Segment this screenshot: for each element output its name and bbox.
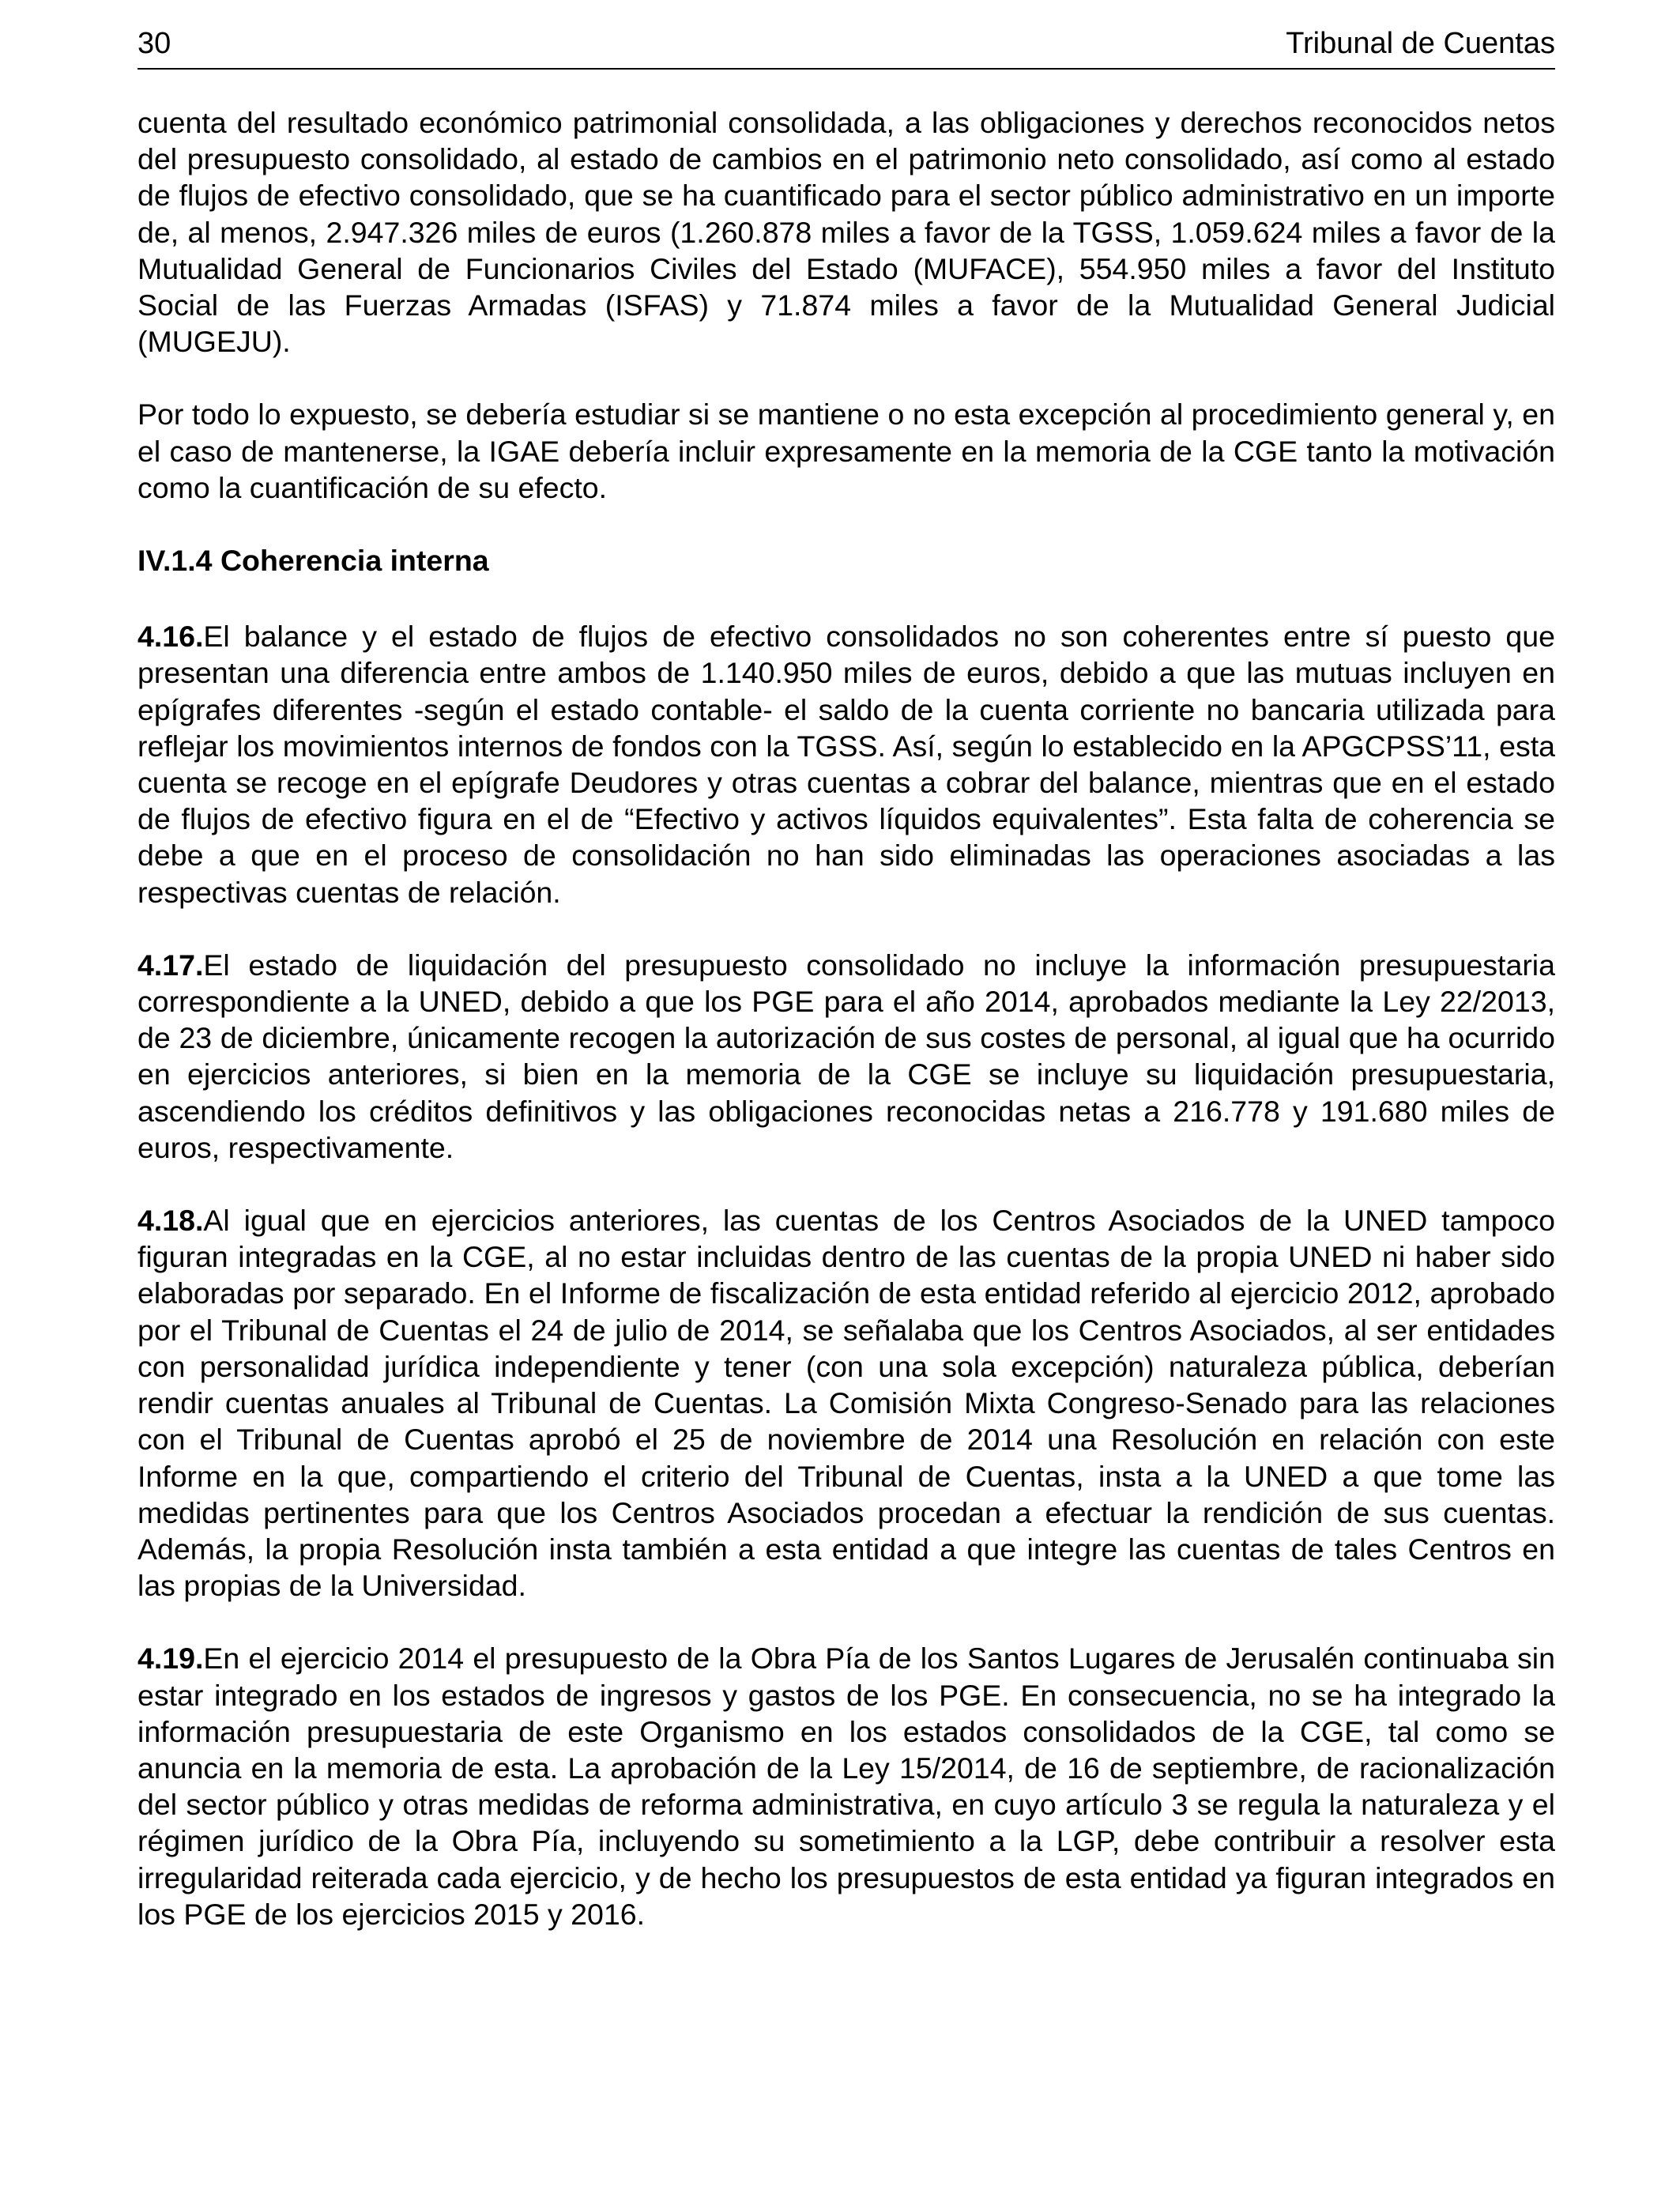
paragraph-4-17 (137, 947, 1555, 1166)
page-number: 30 (137, 27, 171, 60)
header-title: Tribunal de Cuentas (1286, 27, 1555, 60)
paragraph-number: 4.17. (137, 948, 204, 982)
section-heading: IV.1.4 Coherencia interna (137, 544, 489, 578)
page-content (137, 104, 1555, 1932)
paragraph-text: El balance y el estado de flujos de efectivo consolidados no son coherentes entre sí puesto que presentan una diferencia entre ambos de 1.140.950 miles de euros, debido a que las mutuas incluyen en epígrafes diferentes -según el estado contable- el saldo de la cuenta corriente no bancaria utilizada para reflejar los movimientos internos de fondos con la TGSS. Así, según lo establecido en la APGCPSS’11, esta cuenta se recoge en el epígrafe Deudores y otras cuentas a cobrar del balance, mientras que en el estado de flujos de efectivo figura en el de “Efectivo y activos líquidos equivalentes”. Esta falta de coherencia se debe a que en el proceso de consolidación no han sido eliminadas las operaciones asociadas a las respectivas cuentas de relación. (137, 620, 1555, 909)
paragraph-4-19 (137, 1640, 1555, 1932)
paragraph-number: 4.19. (137, 1642, 204, 1676)
document-page (137, 24, 1555, 1969)
paragraph-number: 4.18. (137, 1204, 204, 1238)
paragraph-text: El estado de liquidación del presupuesto consolidado no incluye la información presupuestaria correspondiente a la UNED, debido a que los PGE para el año 2014, aprobados mediante la Ley 22/2013, de 23 de diciembre, únicamente recogen la autorización de sus costes de personal, al igual que ha ocurrido en ejercicios anteriores, si bien en la memoria de la CGE se incluye su liquidación presupuestaria, ascendiendo los créditos definitivos y las obligaciones reconocidas netas a 216.778 y 191.680 miles de euros, respectivamente. (137, 948, 1555, 1164)
intro-paragraph: cuenta del resultado económico patrimonial consolidada, a las obligaciones y derechos reconocidos netos del presupuesto consolidado, al estado de cambios en el patrimonio neto consolidado, así como al estado de flujos de efectivo consolidado, que se ha cuantificado para el sector público administrativo en un importe de, al menos, 2.947.326 miles de euros (1.260.878 miles a favor de la TGSS, 1.059.624 miles a favor de la Mutualidad General de Funcionarios Civiles del Estado (MUFACE), 554.950 miles a favor del Instituto Social de las Fuerzas Armadas (ISFAS) y 71.874 miles a favor de la Mutualidad General Judicial (MUGEJU). (137, 106, 1555, 359)
paragraph-4-18 (137, 1202, 1555, 1604)
paragraph-text: En el ejercicio 2014 el presupuesto de la Obra Pía de los Santos Lugares de Jerusalén continuaba sin estar integrado en los estados de ingresos y gastos de los PGE. En consecuencia, no se ha integrado la información presupuestaria de este Organismo en los estados consolidados de la CGE, tal como se anuncia en la memoria de esta. La aprobación de la Ley 15/2014, de 16 de septiembre, de racionalización del sector público y otras medidas de reforma administrativa, en cuyo artículo 3 se regula la naturaleza y el régimen jurídico de la Obra Pía, incluyendo su sometimiento a la LGP, debe contribuir a resolver esta irregularidad reiterada cada ejercicio, y de hecho los presupuestos de esta entidad ya figuran integrados en los PGE de los ejercicios 2015 y 2016. (137, 1642, 1555, 1931)
paragraph-number: 4.16. (137, 620, 204, 654)
page-header (137, 24, 1555, 70)
paragraph-text: Al igual que en ejercicios anteriores, las cuentas de los Centros Asociados de la UNED tampoco figuran integradas en la CGE, al no estar incluidas dentro de las cuentas de la propia UNED ni haber sido elaboradas por separado. En el Informe de fiscalización de esta entidad referido al ejercicio 2012, aprobado por el Tribunal de Cuentas el 24 de julio de 2014, se señalaba que los Centros Asociados, al ser entidades con personalidad jurídica independiente y tener (con una sola excepción) naturaleza pública, deberían rendir cuentas anuales al Tribunal de Cuentas. La Comisión Mixta Congreso-Senado para las relaciones con el Tribunal de Cuentas aprobó el 25 de noviembre de 2014 una Resolución en relación con este Informe en la que, compartiendo el criterio del Tribunal de Cuentas, insta a la UNED a que tome las medidas pertinentes para que los Centros Asociados procedan a efectuar la rendición de sus cuentas. Además, la propia Resolución insta también a esta entidad a que integre las cuentas de tales Centros en las propias de la Universidad. (137, 1204, 1555, 1603)
paragraph-4-16 (137, 618, 1555, 910)
closing-paragraph: Por todo lo expuesto, se debería estudiar si se mantiene o no esta excepción al procedimiento general y, en el caso de mantenerse, la IGAE debería incluir expresamente en la memoria de la CGE tanto la motivación como la cuantificación de su efecto. (137, 398, 1555, 504)
